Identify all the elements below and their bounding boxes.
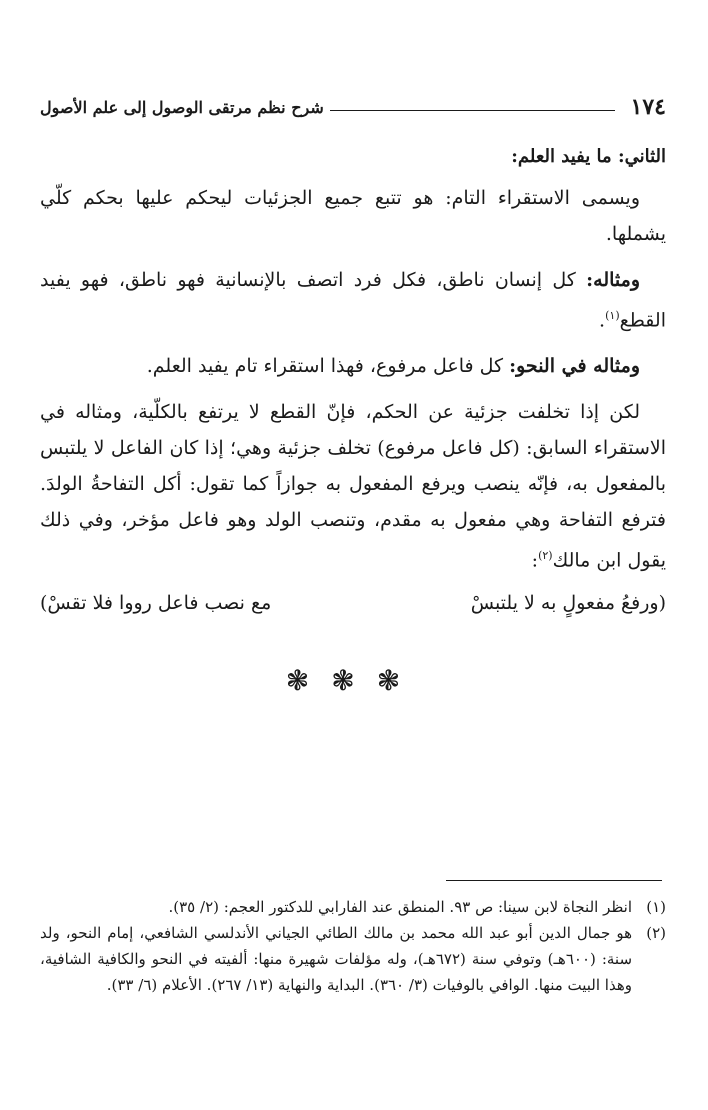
paragraph-grammar-example (40, 348, 666, 384)
example-text: كل إنسان ناطق، فكل فرد اتصف بالإنسانية فهو ناطق، فهو يفيد القطع (40, 269, 666, 332)
verse-first-hemistich: (ورفعُ مفعولٍ به لا يلتبسْ (470, 591, 666, 614)
section-heading: الثاني: ما يفيد العلم: (511, 146, 666, 167)
footnote-number: (٢) (646, 924, 666, 942)
verse-second-hemistich: مع نصب فاعل رووا فلا تقسْ) (40, 591, 272, 614)
footnote-text: انظر النجاة لابن سينا: ص ٩٣. المنطق عند الفارابي للدكتور العجم: (٢/ ٣٥). (168, 898, 632, 916)
running-title: شرح نظم مرتقى الوصول إلى علم الأصول (40, 98, 324, 117)
page-number: ١٧٤ (630, 94, 666, 120)
footnote-ref-1[interactable]: (١) (605, 309, 620, 322)
example-lead: ومثاله: (586, 269, 640, 291)
footnote-2 (40, 920, 666, 998)
paragraph-example: ومثاله: كل إنسان ناطق، فكل فرد اتصف بالإنسانية فهو ناطق، فهو يفيد القطع$^{(١)}$. (40, 269, 666, 332)
paragraph-exception: لكن إذا تخلفت جزئية عن الحكم، فإنّ القطع لا يرتفع بالكلّية، ومثاله في الاستقراء السابق: (كل فاعل مرفوع) تخلف جزئية وهي؛ إذا كان الفاعل لا يلتبس بالمفعول به، فإنّه ينصب ويرفع المفعول به جوازاً كما تقول: أكل التفاحةُ الولدَ. فترفع التفاحة وهي مفعول به مقدم، وتنصب الولد وهو فاعل مؤخر، وفي ذلك يقول ابن مالك$^{(٢)}$: (40, 401, 666, 572)
paragraph-definition: ويسمى الاستقراء التام: هو تتبع جميع الجزئيات ليحكم عليها بحكم كلّي يشملها. (40, 187, 666, 245)
exception-text: لكن إذا تخلفت جزئية عن الحكم، فإنّ القطع لا يرتفع بالكلّية، ومثاله في الاستقراء السابق: (كل فاعل مرفوع) تخلف جزئية وهي؛ إذا كان الفاعل لا يلتبس بالمفعول به، فإنّه ينصب ويرفع المفعول به جوازاً كما تقول: أكل التفاحةُ الولدَ. فترفع التفاحة وهي مفعول به مقدم، وتنصب الولد وهو فاعل مؤخر، وفي ذلك يقول ابن مالك (40, 401, 666, 572)
poem-verse (40, 585, 666, 621)
footnote-number: (١) (646, 898, 666, 916)
ornament-divider: ❃❃❃ (285, 664, 423, 697)
grammar-text: كل فاعل مرفوع، فهذا استقراء تام يفيد العلم. (146, 355, 510, 378)
footnote-ref-2[interactable]: (٢) (538, 549, 553, 563)
footnote-1 (40, 894, 666, 920)
footnotes (40, 894, 666, 998)
footnote-text: هو جمال الدين أبو عبد الله محمد بن مالك الطائي الجياني الأندلسي الشافعي، إمام النحو، ولد سنة: (٦٠٠هـ) وتوفي سنة (٦٧٢هـ)، وله مؤلفات شهيرة منها: ألفيته في النحو والكافية الشافية، وهذا البيت منها. الوافي بالوفيات (٣/ ٣٦٠). البداية والنهاية (١٣/ ٢٦٧). الأعلام (٦/ ٣٣). (40, 924, 633, 994)
header-rule (330, 110, 615, 111)
grammar-lead: ومثاله في النحو: (509, 355, 640, 378)
footnote-rule (446, 880, 662, 881)
main-text (40, 140, 666, 621)
page-header (40, 84, 666, 120)
